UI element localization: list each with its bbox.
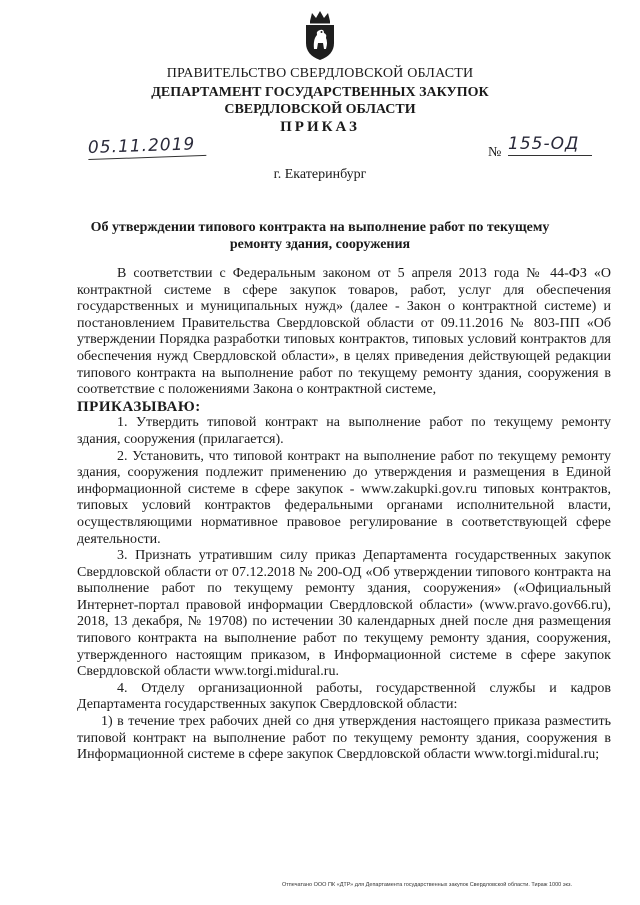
order-item-4: 4. Отделу организационной работы, государственной службы и кадров Департамента государственных закупок Свердловской области: [77, 680, 611, 713]
preamble-paragraph: В соответствии с Федеральным законом от 5 апреля 2013 года № 44-ФЗ «О контрактной системе в сфере закупок товаров, работ, услуг для обеспечения государственных и муниципальных нужд» (далее - Закон о контрактной системе) и постановлением Правительства Свердловской области от 09.11.2016 № 803-ПП «Об утверждении Порядка разработки типовых контрактов, типовых условий контрактов для обеспечения нужд Свердловской области», в целях приведения действующей редакции типового контракта на выполнение работ по текущему ремонту здания, сооружения в соответствие с положениями Закона о контрактной системе, [77, 266, 611, 398]
government-name: ПРАВИТЕЛЬСТВО СВЕРДЛОВСКОЙ ОБЛАСТИ [166, 66, 474, 81]
department-name [0, 84, 640, 118]
order-item-1: 1. Утвердить типовой контракт на выполнение работ по текущему ремонту здания, сооружения (прилагается). [77, 415, 611, 447]
order-title [0, 219, 640, 253]
print-note: Отпечатано ООО ПК «ДТР» для Департамента государственных закупок Свердловской области. Тираж 1000 экз. [282, 882, 573, 888]
document-type: ПРИКАЗ [280, 119, 360, 135]
title-line-1: Об утверждении типового контракта на выполнение работ по текущему [90, 220, 550, 235]
city: г. Екатеринбург [273, 167, 367, 182]
title-line-2: ремонту здания, сооружения [229, 237, 411, 252]
order-item-3: 3. Признать утратившим силу приказ Департамента государственных закупок Свердловской области от 07.12.2018 № 200-ОД «Об утверждении типового контракта на выполнение работ по текущему ремонту здания, сооружения» («Официальный Интернет-портал правовой информации Свердловской области» (www.pravo.gov66.ru), 2018, 13 декабря, № 19708) по истечении 30 календарных дней после дня размещения типового контракта на выполнение работ по текущему ремонту здания, сооружения, утвержденного настоящим приказом, в Информационной системе в сфере закупок Свердловской области www.torgi.midural.ru. [77, 548, 611, 680]
order-number: 155-ОД [508, 134, 592, 156]
department-line-1: ДЕПАРТАМЕНТ ГОСУДАРСТВЕННЫХ ЗАКУПОК [151, 85, 489, 100]
coat-of-arms-icon [302, 9, 338, 61]
department-line-2: СВЕРДЛОВСКОЙ ОБЛАСТИ [224, 102, 416, 117]
order-date: 05.11.2019 [88, 134, 207, 160]
order-item-2: 2. Установить, что типовой контракт на выполнение работ по текущему ремонту здания, сооружения подлежит применению до утверждения и размещения в Единой информационной системе в сфере закупок - www.zakupki.gov.ru типовых контрактов, типовых условий контрактов федеральными органами исполнительной власти, осуществляющими нормативное правовое регулирование в соответствующей сфере деятельности. [77, 448, 611, 547]
order-body [77, 266, 611, 764]
orders-label: ПРИКАЗЫВАЮ: [77, 398, 201, 415]
order-item-4-1: 1) в течение трех рабочих дней со дня утверждения настоящего приказа разместить типовой контракт на выполнение работ по текущему ремонту здания, сооружения в Информационной системе в сфере закупок Свердловской области www.torgi.midural.ru; [77, 714, 611, 763]
number-sign: № [488, 145, 502, 160]
